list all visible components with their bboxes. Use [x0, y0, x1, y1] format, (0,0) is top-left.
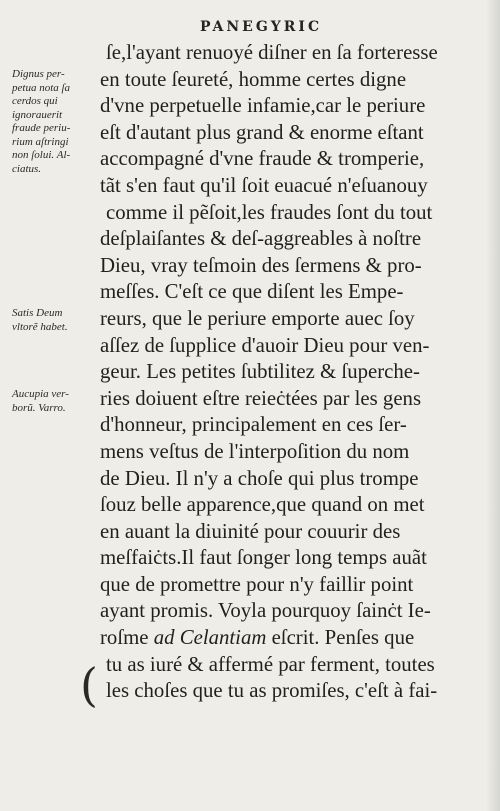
margin-note-line: Satis Deum — [12, 307, 63, 319]
text-line: deſplaiſantes & deſ-aggreables à noſtre — [100, 227, 422, 251]
margin-note-line: ciatus. — [12, 162, 42, 175]
text-line: meſſes. C'eſt ce que diſent les Empe- — [100, 280, 404, 304]
text-line: ſe,l'ayant renuoyé diſner en ſa forteresse — [106, 41, 438, 64]
page-gutter-shadow — [486, 0, 500, 811]
text-line: comme il pẽſoit,les fraudes ſont du tout — [106, 200, 433, 224]
margin-note-aucupia — [12, 388, 69, 415]
margin-note-line: fraude periu- — [12, 122, 71, 134]
margin-note-dignus — [12, 68, 70, 176]
margin-note-line: rium aſtringi — [12, 135, 69, 148]
text-line: les choſes que tu as promiſes, c'eſt à fai- — [106, 679, 438, 703]
margin-note-line: Dignus per- — [12, 68, 65, 80]
margin-note-satis-deum — [12, 307, 68, 334]
main-text-block — [100, 40, 472, 705]
text-line: Dieu, vray teſmoin des ſermens & pro- — [100, 253, 422, 277]
text-line: reurs, que le periure emporte auec ſoy — [100, 306, 415, 330]
text-line: en toute ſeureté, homme certes digne — [100, 67, 407, 91]
margin-note-line: non ſolui. Al- — [12, 149, 71, 161]
italic-title: ad Celantiam — [148, 626, 272, 650]
margin-note-line: petua nota ſa — [12, 81, 71, 94]
text-line: d'vne perpetuelle infamie,car le periure — [100, 94, 426, 118]
margin-note-line: vltorẽ habet. — [12, 320, 68, 333]
text-line-mixed — [100, 625, 472, 652]
text-line: accompagné d'vne fraude & tromperie, — [100, 147, 425, 171]
text-line: tu as iuré & affermé par ferment, toutes — [106, 652, 435, 676]
text-line: d'honneur, principalement en ces ſer- — [100, 413, 407, 437]
text-line: mens veſtus de l'interpoſition du nom — [100, 439, 410, 463]
text-line: de Dieu. Il n'y a choſe qui plus trompe — [100, 466, 419, 490]
text-line: ſouz belle apparence,que quand on met — [100, 493, 425, 517]
text-line: meſfaiċts.Il faut ſonger long temps auãt — [100, 546, 427, 570]
bracket-mark: ( — [80, 658, 98, 712]
text-line: que de promettre pour n'y faillir point — [100, 572, 414, 596]
text-line: eſt d'autant plus grand & enorme eſtant — [100, 120, 424, 144]
running-header: PANEGYRIC — [200, 19, 323, 35]
margin-note-line: borũ. Varro. — [12, 401, 66, 414]
margin-note-line: cerdos qui — [12, 95, 58, 107]
text-line: aſſez de ſupplice d'auoir Dieu pour ven- — [100, 333, 430, 357]
text-line: geur. Les petites ſubtilitez & ſuperche- — [100, 360, 420, 384]
text-segment: eſcrit. Penſes que — [271, 626, 415, 650]
text-line: en auant la diuinité pour couurir des — [100, 519, 401, 543]
text-line: tãt s'en faut qu'il ſoit euacué n'eſuanouy — [100, 173, 428, 197]
margin-note-line: Aucupia ver- — [12, 388, 69, 400]
margin-note-line: ignorauerit — [12, 108, 63, 121]
text-line: ries doiuent eſtre reieċtées par les gens — [100, 386, 422, 410]
text-line: ayant promis. Voyla pourquoy ſainċt Ie- — [100, 599, 431, 623]
text-segment: roſme — [100, 626, 149, 650]
